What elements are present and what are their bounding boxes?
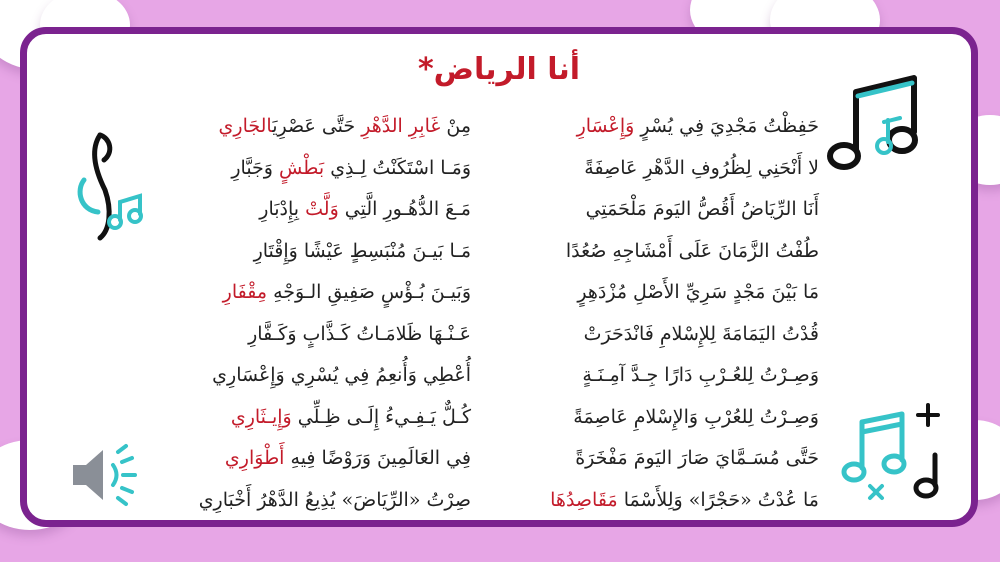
verse-line: كُـلٌّ يَـفِـيءُ إِلَـى ظِـلِّي وَإِيـثَارِي: [230, 405, 471, 428]
verse-line: وَمَـا اسْتَكَنْتُ لِـذِي بَطْشٍ وَجَبَّارِ: [231, 156, 471, 179]
verse-line: أَنَا الرِّيَاضُ أَقُصُّ اليَومَ مَلْحَمَتِي: [585, 198, 819, 220]
verse-line: مَا بَيْنَ مَجْدٍ سَرِيِّ الأَصْلِ مُزْدَهِرٍ: [577, 281, 819, 303]
page-title: أنا الرياض*: [417, 52, 581, 87]
music-note-icon: [70, 130, 150, 245]
poem-right-column: [509, 106, 819, 521]
verse-line: لا أَنْحَنِي لِظُرُوفِ الدَّهْرِ عَاصِفَةً: [584, 156, 819, 179]
verse-line: طُفْتُ الزَّمَانَ عَلَى أَمْشَاجِهِ صُعُدًا: [565, 239, 819, 262]
verse-line: مِنْ غَابِرِ الدَّهْرِ حَتَّى عَصْرِيَالجَارِي: [218, 115, 471, 137]
verse-line: حَفِظْتُ مَجْدِيَ فِي يُسْرٍ وَإِعْسَارِ: [576, 115, 819, 137]
verse-line: مَا عُدْتُ «حَجْرًا» وَلِلأَسْمَا مَقَاصِدُهَا: [550, 488, 819, 511]
verse-line: وَبَيـنَ بُـؤْسٍ صَفِيقِ الـوَجْهِ مِقْفَارِ: [222, 281, 471, 303]
verse-line: فِي العَالَمِينَ وَرَوْضًا فِيهِ أَطْوَارِي: [224, 447, 471, 469]
music-note-icon: [826, 70, 926, 180]
verse-line: حَتَّى مُسَـمَّايَ صَارَ اليَومَ مَفْخَرَةً: [575, 447, 819, 469]
verse-line: مَـا بَيـنَ مُنْبَسِطٍ عَيْشًا وَإِقْتَارِ: [253, 239, 471, 262]
music-note-icon: [840, 400, 950, 510]
verse-line: وَصِـرْتُ لِلعُرْبِ وَالإِسْلامِ عَاصِمَةً: [573, 405, 819, 428]
verse-line: مَـعَ الدُّهُـورِ الَّتِي وَلَّتْ بِإِدْبَارِ: [259, 198, 471, 220]
verse-line: قُدْتُ اليَمَامَةَ لِلإِسْلامِ فَانْدَحَرَتْ: [583, 322, 819, 345]
verse-line: عَـنْـهَا ظَلامَـاتُ كَـذَّابٍ وَكَـفَّارِ: [248, 322, 471, 345]
poem-left-column: [141, 106, 471, 521]
verse-line: صِرْتُ «الرِّيَاضَ» يُذِيعُ الدَّهْرُ أَخْبَارِي: [198, 488, 471, 511]
speaker-icon[interactable]: [68, 440, 143, 510]
verse-line: وَصِـرْتُ لِلعُـرْبِ دَارًا جِـدَّ آمِـنَـةٍ: [582, 364, 819, 386]
verse-line: أُعْطِي وَأُنعِمُ فِي يُسْرِي وَإِعْسَارِي: [212, 364, 471, 386]
